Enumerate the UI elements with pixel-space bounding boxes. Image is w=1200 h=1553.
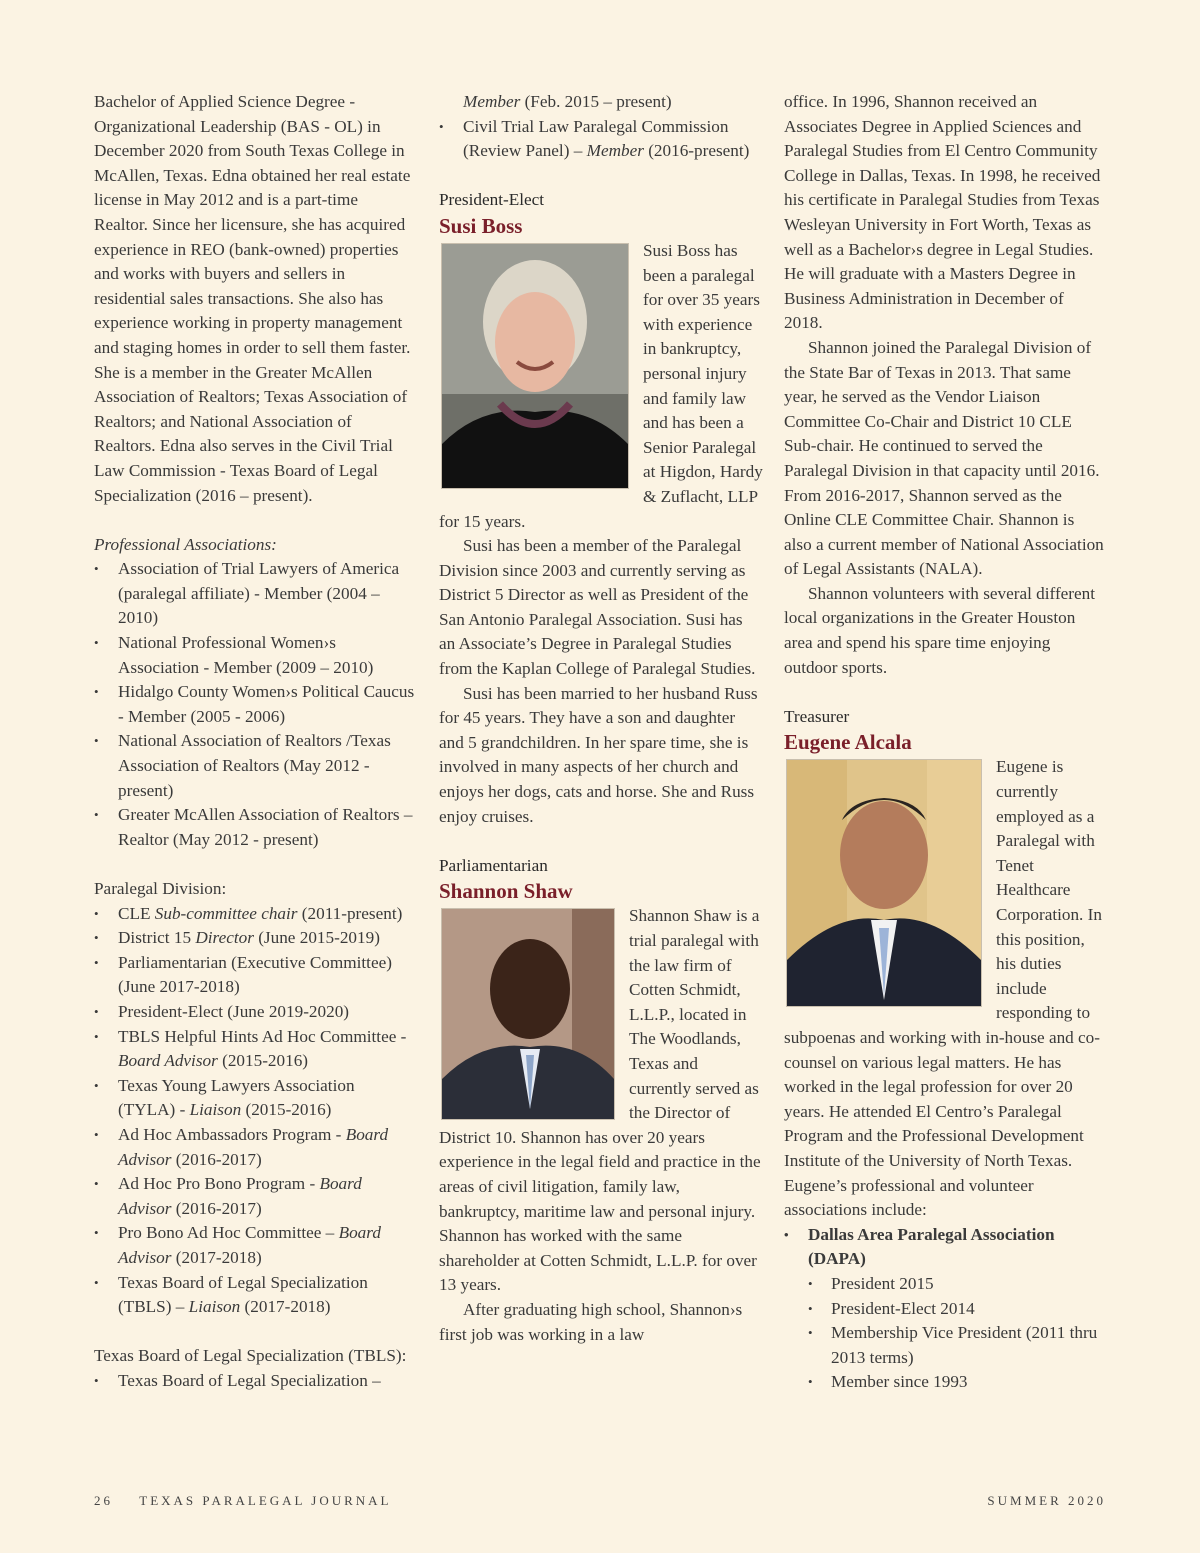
parliamentarian-bio-2: After graduating high school, Shannon›s first job was working in a law (439, 1299, 743, 1344)
list-item: • Texas Board of Legal Specialization (TBLS) – Liaison (2017-2018) (94, 1271, 416, 1320)
tbls-heading: Texas Board of Legal Specialization (TBLS): (94, 1346, 407, 1366)
list-item: • TBLS Helpful Hints Ad Hoc Committee - Board Advisor (2015-2016) (94, 1025, 416, 1074)
list-item: • Texas Young Lawyers Association (TYLA) - Liaison (2015-2016) (94, 1074, 416, 1123)
column-1 (94, 90, 416, 1393)
list-item: • National Professional Women›s Association - Member (2009 – 2010) (94, 631, 416, 680)
list-item: • Member since 1993 (784, 1370, 1106, 1395)
treasurer-role: Treasurer (784, 706, 850, 726)
issue-date: SUMMER 2020 (987, 1493, 1106, 1508)
list-item: • Dallas Area Paralegal Association (DAPA) (784, 1223, 1106, 1272)
tbls-list (94, 1369, 416, 1394)
treasurer-bio-2: Eugene’s professional and volunteer associations include: (784, 1175, 1034, 1220)
paralegal-division-heading: Paralegal Division: (94, 879, 227, 898)
parliamentarian-bio-1: Shannon Shaw is a trial paralegal with the law firm of Cotten Schmidt, L.L.P., located in The Woodlands, Texas and currently served as the Director of District 10. Shannon has over 20 years experience in the legal field and practice in the areas of civil litigation, family law, bankruptcy, maritime law and personal injury. Shannon has worked with the same shareholder at Cotten Schmidt, L.L.P. for over 13 years. (439, 906, 761, 1295)
susi-boss-photo (441, 243, 629, 489)
president-elect-name: Susi Boss (439, 213, 523, 238)
parliamentarian-bio-3: office. In 1996, Shannon received an Associates Degree in Applied Sciences and Paralegal Studies from El Centro Community College in Dallas, Texas. In 1998, he received his certificate in Paralegal Studies from Texas Wesleyan University in Fort Worth, Texas as well as a Bachelor›s degree in Legal Studies. He will graduate with a Masters Degree in Business Administration in December of 2018. (784, 92, 1101, 333)
paralegal-division-list (94, 902, 416, 1320)
list-item: • President-Elect (June 2019-2020) (94, 1000, 416, 1025)
president-elect-bio-3: Susi has been married to her husband Russ for 45 years. They have a son and daughter and 5 grandchildren. In her spare time, she is involved in many aspects of her church and enjoys her dogs, cats and horse. She and Russ enjoy cruises. (439, 683, 758, 826)
list-item: • Hidalgo County Women›s Political Caucus - Member (2005 - 2006) (94, 680, 416, 729)
professional-associations-heading: Professional Associations: (94, 534, 277, 554)
parliamentarian-bio-4: Shannon joined the Paralegal Division of the State Bar of Texas in 2013. That same year, he served as the Vendor Liaison Committee Co-Chair and District 10 CLE Sub-chair. He continued to served the Paralegal Division in that capacity until 2016. From 2016-2017, Shannon served as the Online CLE Committee Chair. Shannon is also a current member of National Association of Legal Assistants (NALA). (784, 337, 1104, 579)
list-item: • District 15 Director (June 2015-2019) (94, 926, 416, 951)
treasurer-name: Eugene Alcala (784, 730, 912, 755)
column-2 (439, 90, 763, 1347)
list-item: • Association of Trial Lawyers of America (paralegal affiliate) - Member (2004 – 2010) (94, 557, 416, 631)
list-item: • Ad Hoc Pro Bono Program - Board Advisor (2016-2017) (94, 1172, 416, 1221)
parliamentarian-role: Parliamentarian (439, 855, 548, 875)
column-3 (784, 90, 1106, 1395)
shannon-shaw-photo (441, 908, 615, 1120)
list-item: • Ad Hoc Ambassadors Program - Board Advisor (2016-2017) (94, 1123, 416, 1172)
continued-item: Member (Feb. 2015 – present) (463, 92, 672, 111)
parliamentarian-name: Shannon Shaw (439, 879, 573, 904)
footer-left (94, 1493, 391, 1509)
president-elect-bio-2: Susi has been a member of the Paralegal Division since 2003 and currently serving as District 5 Director as well as President of the San Antonio Paralegal Association. Susi has an Associate’s Degree in Paralegal Studies from the Kaplan College of Paralegal Studies. (439, 536, 756, 679)
journal-title: TEXAS PARALEGAL JOURNAL (139, 1493, 392, 1508)
list-item: • President 2015 (784, 1272, 1106, 1297)
professional-associations-list (94, 557, 416, 852)
president-elect-role: President-Elect (439, 190, 544, 210)
treasurer-associations-list (784, 1223, 1106, 1272)
dapa-roles-list (784, 1272, 1106, 1395)
list-item: • Pro Bono Ad Hoc Committee – Board Advisor (2017-2018) (94, 1221, 416, 1270)
list-item: • Membership Vice President (2011 thru 2013 terms) (784, 1321, 1106, 1370)
president-elect-bio-1: Susi Boss has been a paralegal for over 35 years with experience in bankruptcy, personal injury and family law and has been a Senior Paralegal at Higdon, Hardy & Zuflacht, LLP for 15 years. (439, 240, 763, 531)
intro-paragraph: Bachelor of Applied Science Degree - Organizational Leadership (BAS - OL) in December 2020 from South Texas College in McAllen, Texas. Edna obtained her real estate license in May 2012 and is a part-time Realtor. Since her licensure, she has acquired experience in REO (bank-owned) properties and works with buyers and sellers in residential sales transactions. She also has experience working in property management and staging homes in order to sell them faster. She is a member in the Greater McAllen Association of Realtors; Texas Association of Realtors; and National Association of Realtors. Edna also serves in the Civil Trial Law Commission - Texas Board of Legal Specialization (2016 – present). (94, 92, 411, 505)
list-item: • President-Elect 2014 (784, 1297, 1106, 1322)
list-item: • Civil Trial Law Paralegal Commission (Review Panel) – Member (2016-present) (439, 115, 763, 164)
list-item: • National Association of Realtors /Texas Association of Realtors (May 2012 - present) (94, 729, 416, 803)
treasurer-bio-1: Eugene is currently employed as a Paralegal with Tenet Healthcare Corporation. In this position, his duties include responding to subpoenas and working with in-house and co-counsel on various legal matters. He has worked in the legal profession for over 20 years. He attended El Centro’s Paralegal Program and the Professional Development Institute of the University of North Texas. (784, 757, 1102, 1170)
list-item: • CLE Sub-committee chair (2011-present) (94, 902, 416, 927)
list-item: • Parliamentarian (Executive Committee) (June 2017-2018) (94, 951, 416, 1000)
list-item: • Greater McAllen Association of Realtors – Realtor (May 2012 - present) (94, 803, 416, 852)
eugene-alcala-photo (786, 759, 982, 1007)
continued-list (439, 115, 763, 164)
list-item: • Texas Board of Legal Specialization – (94, 1369, 416, 1394)
page-number: 26 (94, 1493, 113, 1508)
parliamentarian-bio-5: Shannon volunteers with several different local organizations in the Greater Houston area and spend his spare time enjoying outdoor sports. (784, 583, 1096, 677)
